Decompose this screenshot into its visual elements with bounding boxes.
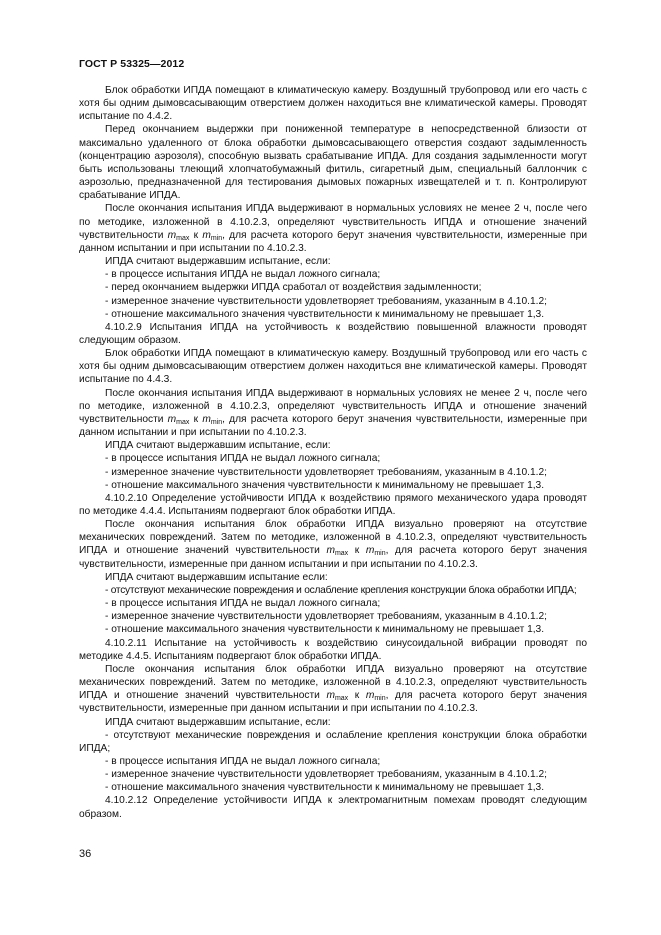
paragraph: ИПДА считают выдержавшим испытание, если:	[105, 256, 331, 268]
list-item: - измеренное значение чувствительности удовлетворяет требованиям, указанным в 4.10.1.2;	[105, 295, 547, 307]
list-item: - отношение максимального значения чувствительности к минимальному не превышает 1,3.	[105, 308, 545, 320]
sensitivity-symbol: $m_{max}$	[326, 690, 349, 703]
paragraph: ИПДА считают выдержавшим испытание, если:	[105, 716, 331, 728]
paragraph: ИПДА считают выдержавшим испытание, если:	[105, 440, 331, 452]
sensitivity-symbol: $m_{max}$	[167, 413, 190, 426]
document-body	[79, 84, 587, 821]
list-item: - в процессе испытания ИПДА не выдал ложного сигнала;	[105, 755, 381, 767]
paragraph: После окончания испытания блок обработки ИПДА визуально проверяют на отсутствие механических повреждений. Затем по методике, изложенной в 4.10.2.3, определяют чувствительность ИПДА и отношение значений чувствительности $m_{max}$ к $m_{min}$, для расчета которого берут значения чувствительности, измеренные при данном испытании и при испытании по 4.10.2.3.	[79, 519, 588, 570]
list-item: - измеренное значение чувствительности удовлетворяет требованиям, указанным в 4.10.1.2;	[105, 769, 547, 781]
list-item: - перед окончанием выдержки ИПДА сработал от воздействия задымленности;	[105, 282, 482, 294]
list-item: - отношение максимального значения чувствительности к минимальному не превышает 1,3.	[105, 479, 545, 491]
clause-paragraph: 4.10.2.9 Испытания ИПДА на устойчивость к воздействию повышенной влажности проводят следующим образом.	[79, 321, 587, 346]
sensitivity-symbol: $m_{min}$	[365, 690, 386, 703]
clause-paragraph: 4.10.2.10 Определение устойчивости ИПДА к воздействию прямого механического удара проводят по методике 4.4.4. Испытаниям подвергают блок обработки ИПДА.	[79, 492, 587, 517]
list-item: - в процессе испытания ИПДА не выдал ложного сигнала;	[105, 598, 381, 610]
sensitivity-symbol: $m_{max}$	[167, 229, 190, 242]
clause-paragraph: 4.10.2.12 Определение устойчивости ИПДА к электромагнитным помехам проводят следующим образом.	[79, 795, 587, 820]
list-item: - в процессе испытания ИПДА не выдал ложного сигнала;	[105, 453, 381, 465]
sensitivity-symbol: $m_{min}$	[202, 229, 223, 242]
paragraph: Перед окончанием выдержки при пониженной температуре в непосредственной близости от максимально удаленного от блока обработки дымовсасывающего отверстия создают задымленность (концентрацию аэрозоля), способную вызвать срабатывание ИПДА. Для создания задымленности могут быть использованы тлеющий хлопчатобумажный фитиль, сигаретный дым, специальный баллончик с аэрозолью, предназначенной для тестирования дымовых пожарных извещателей и т. п. Контролируют срабатывание ИПДА.	[79, 124, 587, 202]
list-item: - отношение максимального значения чувствительности к минимальному не превышает 1,3.	[105, 624, 545, 636]
clause-paragraph: 4.10.2.11 Испытание на устойчивость к воздействию синусоидальной вибрации проводят по методике 4.4.5. Испытаниям подвергают блок обработки ИПДА.	[79, 637, 587, 662]
list-item: - отсутствуют механические повреждения и ослабление крепления конструкции блока обработки ИПДА;	[105, 584, 577, 596]
sensitivity-symbol: $m_{min}$	[202, 413, 223, 426]
paragraph: После окончания испытания ИПДА выдерживают в нормальных условиях не менее 2 ч, после чего по методике, изложенной в 4.10.2.3, определяют чувствительность ИПДА и отношение значений чувствительности $m_{max}$ к $m_{min}$, для расчета которого берут значения чувствительности, измеренные при данном испытании и при испытании по 4.10.2.3.	[79, 203, 588, 254]
paragraph: Блок обработки ИПДА помещают в климатическую камеру. Воздушный трубопровод или его часть с хотя бы одним дымовсасывающим отверстием должен находиться вне климатической камеры. Проводят испытание по 4.4.2.	[79, 85, 587, 123]
list-item: - отношение максимального значения чувствительности к минимальному не превышает 1,3.	[105, 782, 545, 794]
list-item: - отсутствуют механические повреждения и ослабление крепления конструкции блока обработки ИПДА;	[79, 729, 587, 754]
page-number: 36	[79, 848, 92, 860]
paragraph: После окончания испытания ИПДА выдерживают в нормальных условиях не менее 2 ч, после чего по методике, изложенной в 4.10.2.3, определяют чувствительность ИПДА и отношение значений чувствительности $m_{max}$ к $m_{min}$, для расчета которого берут значения чувствительности, измеренные при данном испытании и при испытании по 4.10.2.3.	[79, 387, 588, 439]
sensitivity-symbol: $m_{min}$	[365, 545, 386, 558]
list-item: - в процессе испытания ИПДА не выдал ложного сигнала;	[105, 269, 381, 281]
list-item: - измеренное значение чувствительности удовлетворяет требованиям, указанным в 4.10.1.2;	[105, 466, 547, 478]
sensitivity-symbol: $m_{max}$	[326, 545, 349, 558]
paragraph: ИПДА считают выдержавшим испытание если:	[105, 571, 328, 583]
paragraph: Блок обработки ИПДА помещают в климатическую камеру. Воздушный трубопровод или его часть с хотя бы одним дымовсасывающим отверстием должен находиться вне климатической камеры. Проводят испытание по 4.4.3.	[79, 348, 587, 386]
document-header: ГОСТ Р 53325—2012	[79, 58, 185, 70]
list-item: - измеренное значение чувствительности удовлетворяет требованиям, указанным в 4.10.1.2;	[105, 611, 547, 623]
paragraph: После окончания испытания блок обработки ИПДА визуально проверяют на отсутствие механических повреждений. Затем по методике, изложенной в 4.10.2.3, определяют чувствительность ИПДА и отношение значений чувствительности $m_{max}$ к $m_{min}$, для расчета которого берут значения чувствительности, измеренные при данном испытании и при испытании по 4.10.2.3.	[79, 663, 588, 715]
